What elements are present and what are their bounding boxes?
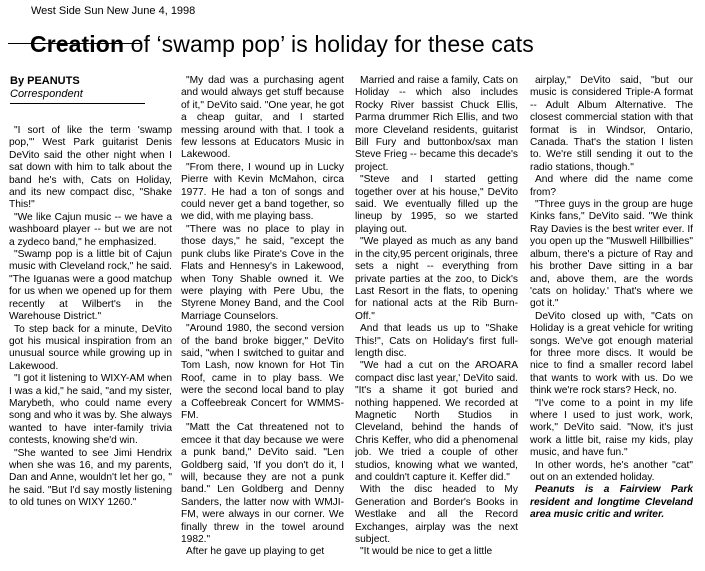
article-column-1	[9, 125, 172, 571]
paragraph: "I sort of like the term 'swamp pop,'" West Park guitarist Denis DeVito said the other night when I sat down with him to talk about the band he's with, Cats on Holiday, and its new compact disc, "Shake This!"	[9, 125, 172, 211]
paragraph: "There was no place to play in those days," he said, "except the punk clubs like Pirate's Cove in the Flats and Hennesy's in Lakewood, when Tony Shable owned it. We were playing with Pere Ubu, the Styrene Money Band, and the Cool Marriage Counselors.	[181, 223, 344, 322]
paragraph: "Three guys in the group are huge Kinks fans," DeVito said. "We think Ray Davies is the best writer ever. If you open up the "Muswell Hillbillies" album, there's a picture of Ray and his brother Dave sitting in a bar and, above them, are the words 'cats on holiday.' That's where we got it."	[530, 199, 693, 310]
paragraph: DeVito closed up with, "Cats on Holiday is a great vehicle for writing songs. We've got enough material for three more discs. It would be nice to find a smaller record label that wants to work with us. Do we think we're rock stars? Heck, no.	[530, 310, 693, 397]
paragraph: And where did the name come from?	[530, 174, 693, 198]
paragraph: Married and raise a family, Cats on Holiday -- which also includes Rocky River bassist Chuck Ellis, Parma drummer Rich Ellis, and two more Cleveland residents, guitarist Bill Fury and buttonbox/sax man Steve Frieg -- became this decade's project.	[355, 75, 518, 173]
byline-role: Correspondent	[10, 88, 83, 100]
article-column-2	[181, 75, 344, 571]
paragraph: airplay," DeVito said, "but our music is considered Triple-A format -- Adult Album Alternative. The closest commercial station with that format is in Windsor, Ontario, Canada. That's the station I listen to. We're still sending it out to the radio stations, though."	[530, 75, 693, 173]
paragraph: "Around 1980, the second version of the band broke bigger," DeVito said, "when I switched to guitar and Tom Lash, now known for Hot Tin Roof, came in to play bass. We were the second local band to play a Coffeebreak Concert for WMMS-FM.	[181, 323, 344, 421]
article-column-4	[530, 75, 693, 571]
paragraph: In other words, he's another "cat" out on an extended holiday.	[530, 459, 693, 483]
paragraph: "I got it listening to WIXY-AM when I was a kid," he said, "and my sister, Marybeth, who could name every song and who it was by. She always wanted to have inter-family trivia contests, knowing she'd win.	[9, 373, 172, 447]
byline	[10, 75, 150, 101]
paragraph: "Steve and I started getting together over at his house," DeVito said. We eventually filled up the lineup by 1995, so we started playing out.	[355, 174, 518, 235]
headline-rest: of ‘swamp pop’ is holiday for these cats	[124, 31, 534, 57]
paragraph: "Matt the Cat threatened not to emcee it that day because we were a punk band," DeVito said. "Len Goldberg said, 'If you don't do it, I will, because they are not a punk band." Len Goldberg and Denny Sanders, the latter now with WMJI-FM, were always in our corner. We finally threw in the towel around 1982."	[181, 422, 344, 546]
paragraph: And that leads us up to "Shake This!", Cats on Holiday's first full-length disc.	[355, 323, 518, 359]
paragraph: To step back for a minute, DeVito got his musical inspiration from an unusual source while growing up in Lakewood.	[9, 323, 172, 372]
paragraph: "Swamp pop is a little bit of Cajun music with Cleveland rock," he said. "The Iguanas were a good matchup for us when we opened up for them recently at Wilbert's in the Warehouse District."	[9, 249, 172, 323]
paragraph: "From there, I wound up in Lucky Pierre with Kevin McMahon, circa 1977. He had a ton of songs and could never get a band together, so we did, with me playing bass.	[181, 161, 344, 223]
paragraph: "My dad was a purchasing agent and would always get stuff because of it," DeVito said. "One year, he got a cheap guitar, and I started messing around with that. I took a few lessons at Educators Music in Lakewood.	[181, 75, 344, 161]
paragraph: "I've come to a point in my life where I used to just work, work, work," DeVito said. "Now, it's just work a little bit, raise my kids, play music, and have fun."	[530, 397, 693, 459]
paragraph: With the disc headed to My Generation and Border's Books in Westlake and all the Record Exchanges, airplay was the next subject.	[355, 484, 518, 546]
headline-rule	[8, 43, 142, 44]
article-column-3	[355, 75, 518, 571]
author-tagline: Peanuts is a Fairview Park resident and longtime Cleveland area music critic and writer.	[530, 484, 693, 521]
masthead-dateline: West Side Sun New June 4, 1998	[31, 5, 196, 17]
paragraph: "We played as much as any band in the city,95 percent originals, three sets a night -- everything from private parties at the zoo, to Dick's Last Resort in the flats, to opening for national acts at the Rib Burn-Off."	[355, 236, 518, 322]
paragraph: "We like Cajun music -- we have a washboard player -- but we are not a zydeco band," he emphasized.	[9, 211, 172, 248]
paragraph: "She wanted to see Jimi Hendrix when she was 16, and my parents, Dan and Anne, wouldn't let her go, " he said. "But I'd say mostly listening to old tunes on WIXY 1260."	[9, 447, 172, 509]
byline-rule	[10, 103, 145, 104]
byline-author: By PEANUTS	[10, 75, 80, 87]
headline	[30, 30, 534, 58]
paragraph: "It would be nice to get a little	[360, 546, 493, 558]
paragraph: After he gave up playing to get	[186, 546, 325, 558]
paragraph: "We had a cut on the AROARA compact disc last year,' DeVito said. "It's a shame it got buried and nothing happened. We recorded at Magnetic North Studios in Cleveland, behind the hands of Chris Keffer, who did a phenomenal job. We tried a couple of other studios, knowing what we wanted, and couldn't capture it. Keffer did."	[355, 360, 518, 483]
headline-lead: Creation	[30, 31, 125, 57]
